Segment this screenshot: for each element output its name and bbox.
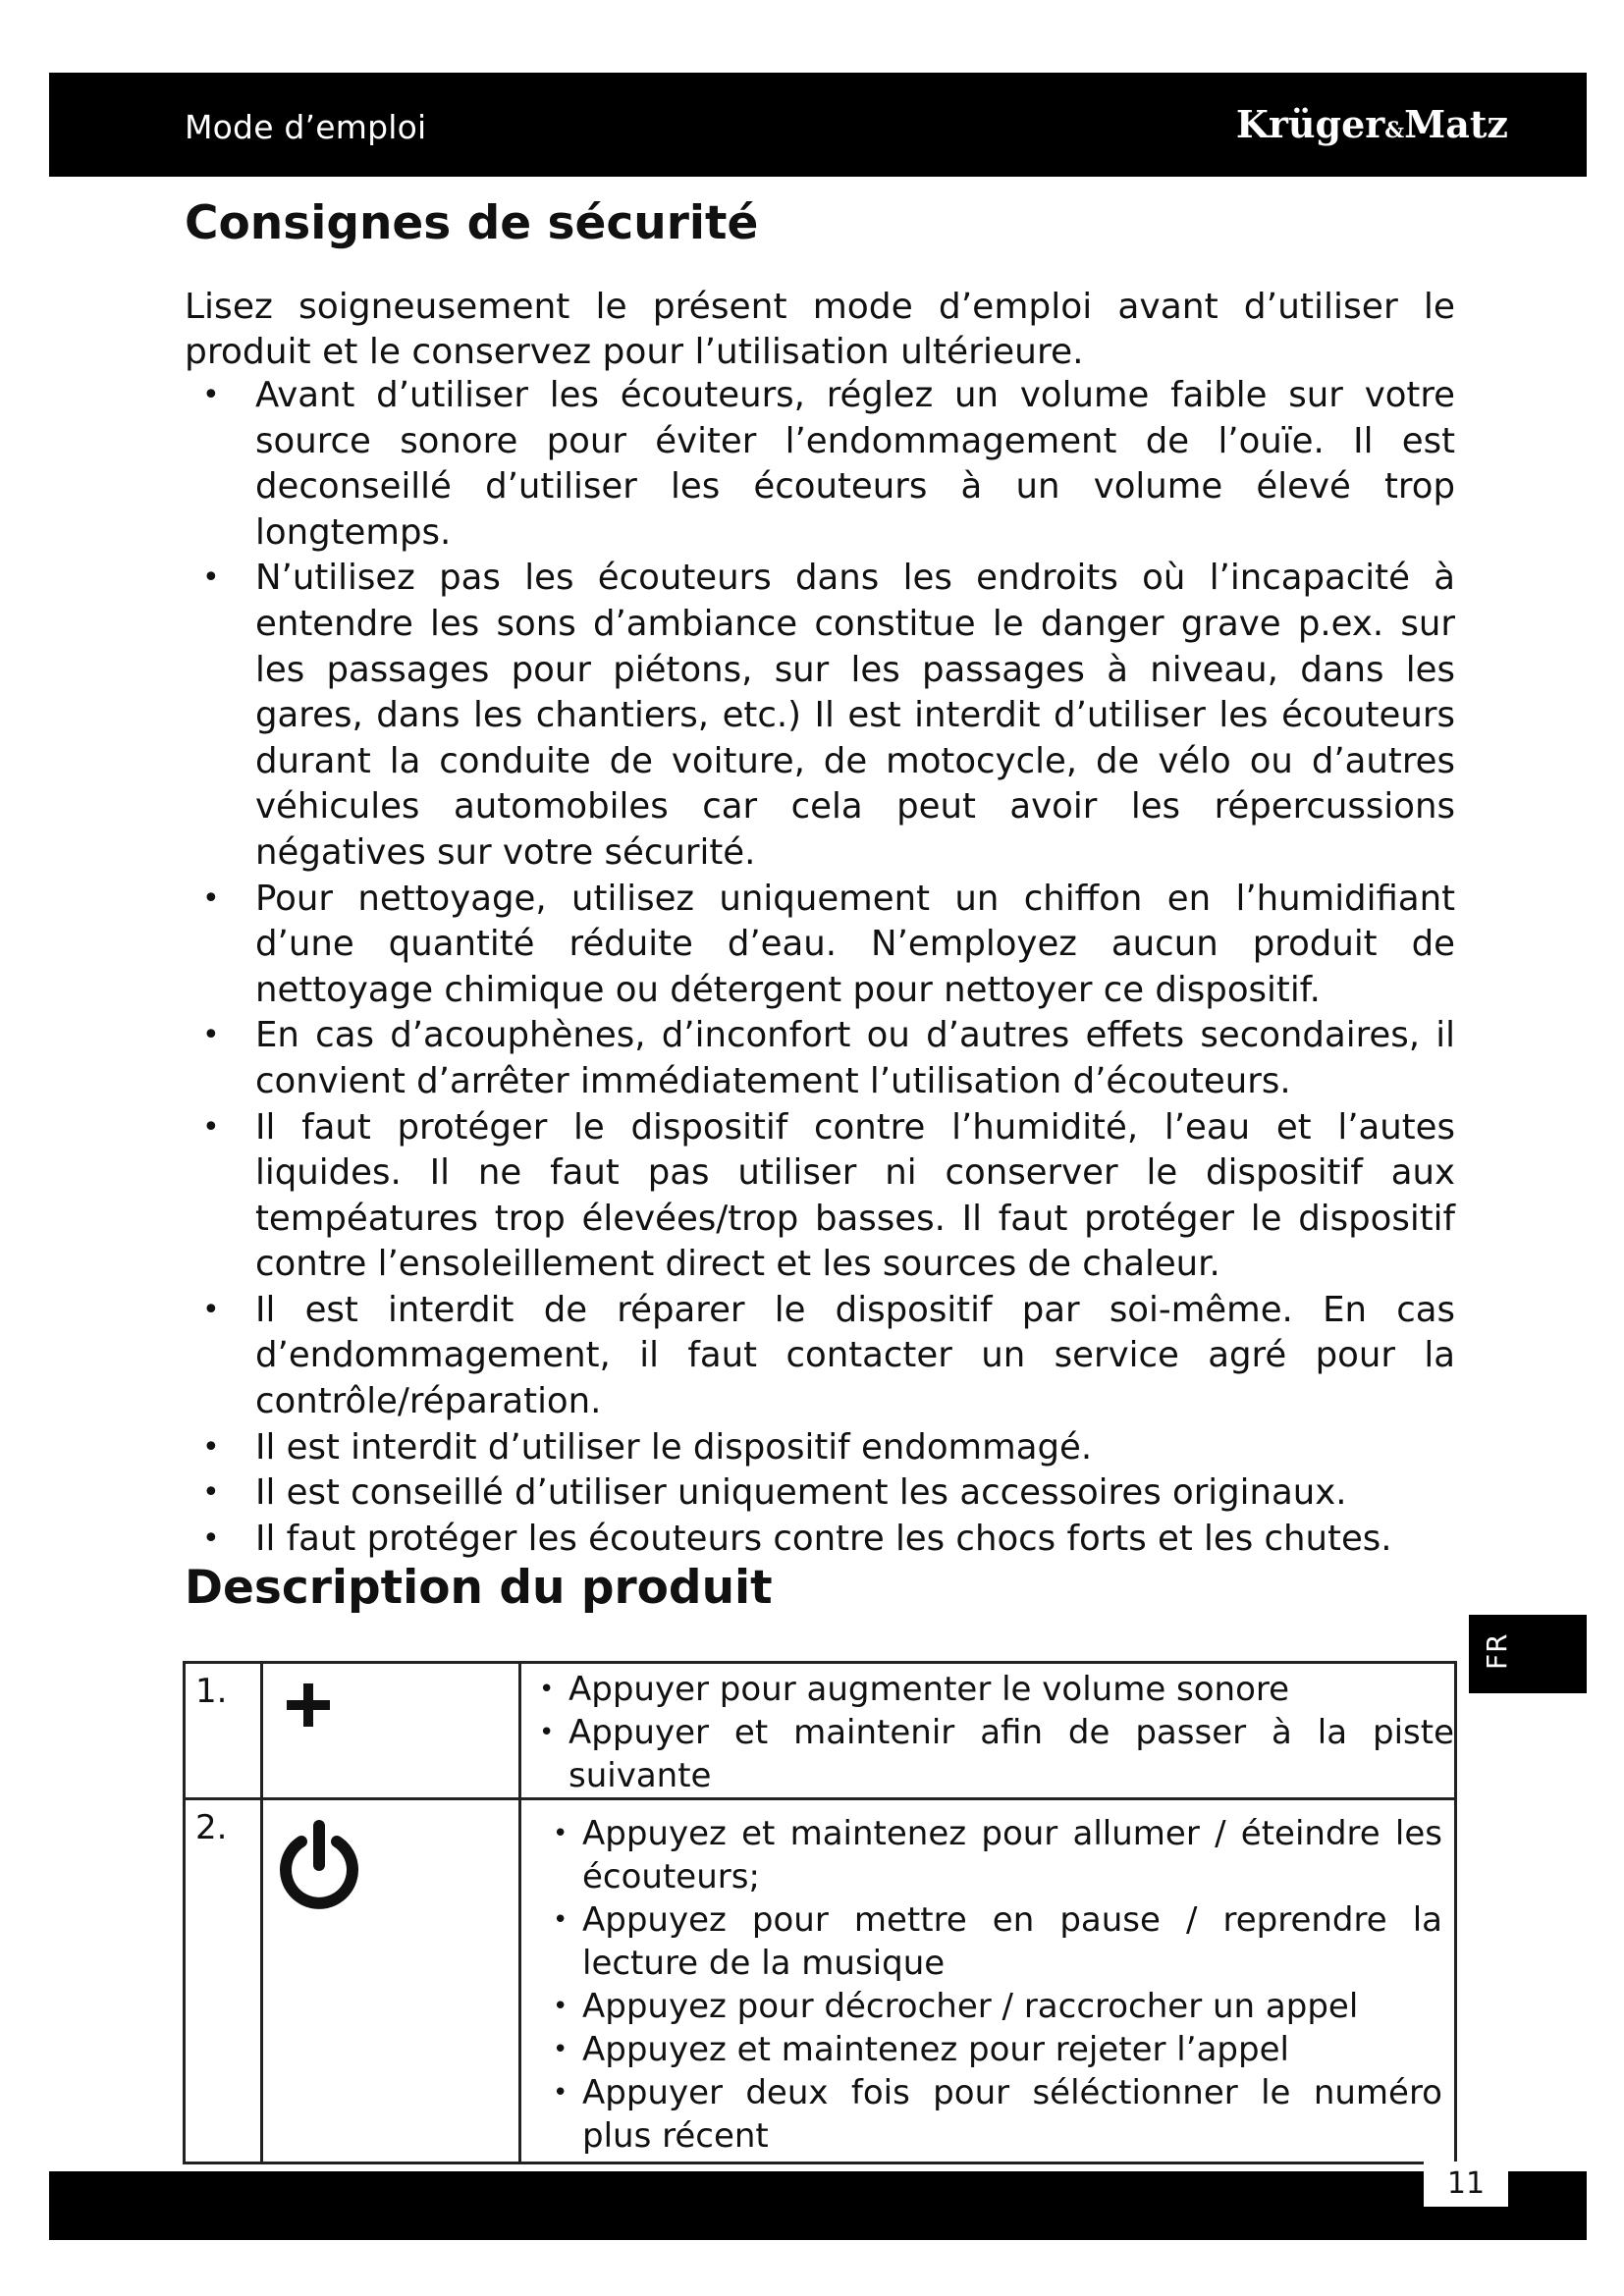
- safety-rule-text: N’utilisez pas les écouteurs dans les endroits où l’incapacité à entendre les sons d’ambiance constitue le danger grave p.ex. sur les passages pour piétons, sur les passages à niveau, dans les gares, dans les chantiers, etc.) Il est interdit d’utiliser les écouteurs durant la conduite de voiture, de motocycle, de vélo ou d’autres véhicules automobiles car cela peut avoir les répercussions négatives sur votre sécurité.: [255, 558, 1455, 873]
- row-number: 1.: [185, 1663, 262, 1799]
- bullet-icon: •: [202, 561, 220, 596]
- bullet-icon: •: [202, 881, 220, 916]
- action-item: [521, 1668, 1454, 1711]
- action-text: Appuyer et maintenir afin de passer à la piste suivante: [568, 1713, 1454, 1795]
- safety-rule-text: Il est interdit de réparer le dispositif par soi-même. En cas d’endommagement, il faut contacter un service agré pour la contrôle/réparation.: [255, 1289, 1455, 1422]
- action-text: Appuyer deux fois pour séléctionner le numéro plus récent: [582, 2073, 1442, 2156]
- bullet-icon: •: [553, 1819, 568, 1848]
- action-text: Appuyez pour mettre en pause / reprendre la lecture de la musique: [582, 1900, 1442, 1983]
- plus-icon: [283, 1680, 334, 1731]
- document-type-label: Mode d’emploi: [185, 108, 427, 146]
- safety-rule-item: [185, 373, 1455, 556]
- safety-rule-item: [185, 1470, 1455, 1517]
- actions-list: [521, 1800, 1454, 2158]
- bullet-icon: •: [202, 1292, 220, 1327]
- actions-list: [521, 1664, 1454, 1797]
- brand-logo-part2: Matz: [1404, 102, 1508, 146]
- safety-rule-text: En cas d’acouphènes, d’inconfort ou d’autres effets secondaires, il convient d’arrêter immédiatement l’utilisation d’écouteurs.: [255, 1015, 1455, 1101]
- row-number: 2.: [185, 1799, 262, 2163]
- language-tab: [1469, 1615, 1587, 1693]
- description-section-title: Description du produit: [185, 1561, 773, 1615]
- actions-cell: [520, 1799, 1456, 2163]
- bullet-icon: •: [202, 1018, 220, 1053]
- bullet-icon: •: [553, 1992, 568, 2021]
- header-bar: [49, 73, 1587, 177]
- safety-rule-text: Il faut protéger le dispositif contre l’humidité, l’eau et l’autes liquides. Il ne faut pas utiliser ni conserver le dispositif aux tempéatures trop élevées/trop basses. Il faut protéger le dispositif contre l’ensoleillement direct et les sources de chaleur.: [255, 1106, 1455, 1285]
- icon-cell: [262, 1799, 520, 2163]
- language-tab-label: FR: [1481, 1632, 1513, 1670]
- safety-rule-text: Pour nettoyage, utilisez uniquement un chiffon en l’humidifiant d’une quantité réduite d’eau. N’employez aucun produit de nettoyage chimique ou détergent pour nettoyer ce dispositif.: [255, 878, 1455, 1010]
- bullet-icon: •: [202, 1521, 220, 1556]
- bullet-icon: •: [202, 1475, 220, 1511]
- table-row: [185, 1663, 1456, 1799]
- bullet-icon: •: [202, 1429, 220, 1465]
- action-text: Appuyez et maintenez pour rejeter l’appel: [582, 2030, 1289, 2069]
- bullet-icon: •: [553, 2035, 568, 2064]
- safety-intro-paragraph: Lisez soigneusement le présent mode d’emploi avant d’utiliser le produit et le conservez pour l’utilisation ultérieure.: [185, 287, 1455, 372]
- action-text: Appuyer pour augmenter le volume sonore: [568, 1670, 1290, 1709]
- action-item: [535, 1985, 1442, 2028]
- safety-rule-text: Il faut protéger les écouteurs contre les chocs forts et les chutes.: [255, 1518, 1392, 1559]
- bullet-icon: •: [553, 1905, 568, 1935]
- icon-cell: [262, 1663, 520, 1799]
- brand-logo-part1: Krüger: [1235, 102, 1385, 146]
- page-number: 11: [1424, 2162, 1508, 2207]
- action-item: [535, 1812, 1442, 1898]
- safety-rule-item: [185, 556, 1455, 876]
- bullet-icon: •: [202, 378, 220, 412]
- bullet-icon: •: [539, 1675, 555, 1704]
- action-text: Appuyez pour décrocher / raccrocher un appel: [582, 1987, 1359, 2026]
- safety-rule-item: [185, 1288, 1455, 1425]
- safety-rule-item: [185, 1517, 1455, 1563]
- action-item: [535, 2028, 1442, 2071]
- safety-rule-item: [185, 1105, 1455, 1288]
- brand-logo-ampersand: &: [1384, 118, 1405, 143]
- brand-logo: [1236, 102, 1508, 146]
- table-row: [185, 1799, 1456, 2163]
- safety-rule-item: [185, 1425, 1455, 1471]
- product-description-table: [183, 1661, 1457, 2164]
- bullet-icon: •: [553, 2078, 568, 2108]
- action-item: [535, 2071, 1442, 2158]
- action-text: Appuyez et maintenez pour allumer / éteindre les écouteurs;: [582, 1814, 1442, 1896]
- safety-rule-item: [185, 1013, 1455, 1104]
- safety-rule-text: Avant d’utiliser les écouteurs, réglez un volume faible sur votre source sonore pour éviter l’endommagement de l’ouïe. Il est deconseillé d’utiliser les écouteurs à un volume élevé trop longtemps.: [255, 375, 1455, 553]
- safety-rules-list: [185, 373, 1455, 1562]
- safety-rule-text: Il est conseillé d’utiliser uniquement les accessoires originaux.: [255, 1472, 1347, 1514]
- bullet-icon: •: [539, 1718, 555, 1747]
- bullet-icon: •: [202, 1109, 220, 1145]
- action-item: [535, 1898, 1442, 1985]
- safety-rule-text: Il est interdit d’utiliser le dispositif endommagé.: [255, 1426, 1093, 1468]
- safety-rule-item: [185, 877, 1455, 1014]
- power-icon: [275, 1818, 363, 1912]
- action-item: [521, 1711, 1454, 1797]
- safety-section-title: Consignes de sécurité: [185, 196, 759, 250]
- actions-cell: [520, 1663, 1456, 1799]
- footer-bar: [49, 2166, 1587, 2240]
